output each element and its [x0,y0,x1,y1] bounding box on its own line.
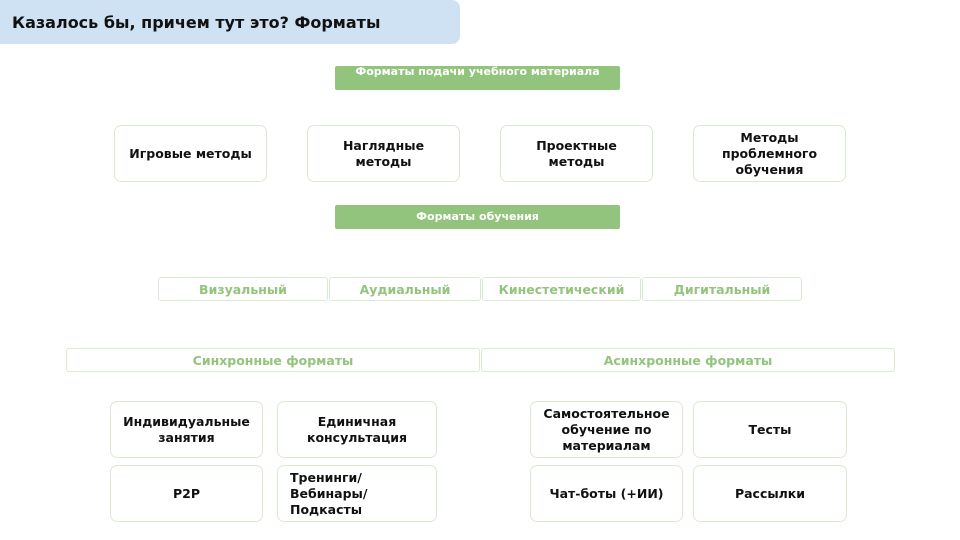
method-box-game: Игровые методы [114,125,267,182]
modality-digital: Дигитальный [642,277,802,301]
sync-item-trainings: Тренинги/ Вебинары/ Подкасты [277,465,437,522]
modality-visual: Визуальный [158,277,328,301]
sync-item-individual: Индивидуальные занятия [110,401,263,458]
async-item-chatbots: Чат-боты (+ИИ) [530,465,683,522]
slide-title: Казалось бы, причем тут это? Форматы [0,0,460,44]
sync-formats-header: Синхронные форматы [66,348,480,372]
sync-item-p2p: P2P [110,465,263,522]
method-box-project: Проектные методы [500,125,653,182]
method-box-visual: Наглядные методы [307,125,460,182]
delivery-formats-header: Форматы подачи учебного материала [335,66,620,90]
learning-formats-header: Форматы обучения [335,205,620,229]
async-formats-header: Асинхронные форматы [481,348,895,372]
modality-kinesthetic: Кинестетический [482,277,641,301]
async-item-mailings: Рассылки [693,465,847,522]
method-box-problem: Методы проблемного обучения [693,125,846,182]
sync-item-consultation: Единичная консультация [277,401,437,458]
async-item-tests: Тесты [693,401,847,458]
modality-auditory: Аудиальный [329,277,481,301]
async-item-self-study: Самостоятельное обучение по материалам [530,401,683,458]
